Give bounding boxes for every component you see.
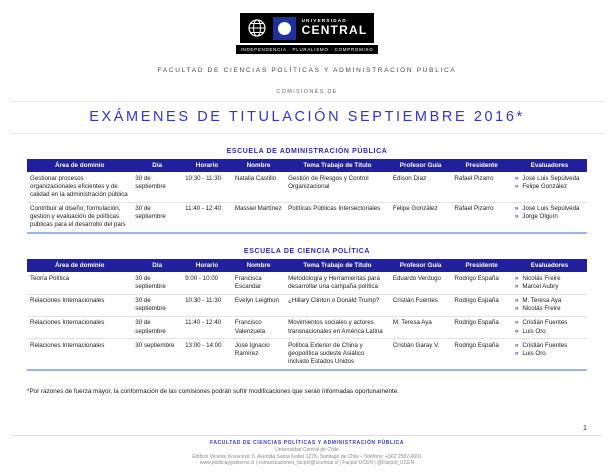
table-row	[27, 294, 587, 316]
cell-area: Relaciones Internacionales	[27, 339, 132, 370]
table-row	[27, 272, 587, 294]
evaluator-bullet-icon: »	[514, 305, 519, 313]
column-header-area: Área de dominio	[27, 159, 132, 172]
evaluator-item	[515, 183, 584, 191]
logo-central-text: CENTRAL	[301, 22, 368, 37]
evaluator-item	[515, 205, 584, 213]
evaluator-name: Cristián Fuentes	[522, 319, 568, 327]
cell-tema: Gestión de Riesgos y Control Organizacional	[288, 174, 369, 190]
cell-horario: 11:40 - 12:40	[182, 202, 232, 233]
cell-horario: 10:30 - 11:30	[182, 294, 232, 316]
table-header-row	[27, 259, 587, 272]
title-rule-block	[10, 101, 604, 134]
table-row	[27, 202, 587, 233]
evaluator-item	[515, 275, 584, 283]
cell-profesor: Eduardo Verdugo	[392, 274, 441, 282]
cell-area: Teoría Política	[30, 274, 70, 282]
column-header-dia: Día	[132, 259, 182, 272]
evaluator-item	[515, 297, 584, 305]
cell-evaluadores	[512, 272, 587, 294]
table-row	[27, 339, 587, 370]
logo-wordmark	[302, 19, 368, 37]
cell-presidente: Rodrigo España	[451, 316, 511, 338]
evaluator-bullet-icon: »	[514, 274, 519, 282]
cell-evaluadores	[512, 294, 587, 316]
footer-address: Edificio Vicente Kovacevic II. Avenida Santa Isabel 1278, Santiago de Chile • Teléfono: +562 2582-6601	[192, 453, 422, 460]
evaluator-item	[515, 342, 584, 350]
footer-university: Universidad Central de Chile	[275, 446, 339, 453]
cell-horario: 9:00 - 10:00	[185, 274, 219, 282]
evaluator-bullet-icon: »	[514, 327, 519, 335]
section-title-administracion-publica: ESCUELA DE ADMINISTRACIÓN PÚBLICA	[226, 148, 388, 155]
table-header-row	[27, 159, 587, 172]
evaluator-item	[515, 283, 584, 291]
cell-presidente: Rodrigo España	[451, 294, 511, 316]
cell-nombre: Evelyn Leigthon	[232, 294, 285, 316]
evaluator-bullet-icon: »	[514, 341, 519, 349]
evaluator-name: Cristián Fuentes	[522, 341, 568, 349]
schedule-table-administracion-publica	[27, 159, 587, 234]
cell-horario: 11:40 - 12:40	[182, 316, 232, 338]
evaluator-bullet-icon: »	[514, 349, 519, 357]
evaluator-bullet-icon: »	[514, 282, 519, 290]
cell-area: Gestionar procesos organizacionales eficientes y de calidad en la administración pública	[30, 174, 128, 198]
evaluator-name: Luis Oro	[522, 349, 546, 357]
evaluator-name: Nicolás Freire	[522, 305, 561, 313]
cell-dia: 30 de septiembre	[135, 274, 166, 290]
footer	[0, 440, 614, 467]
evaluator-item	[515, 305, 584, 313]
cell-area: Contribuir al diseño, formulación, gestión y evaluación de políticas públicas para el desarrollo del país	[27, 202, 132, 233]
schedule-table-ciencia-politica	[27, 259, 587, 371]
cell-nombre: Francisco Valenzuela	[232, 316, 285, 338]
logo-box	[240, 13, 375, 43]
cell-dia: 30 de septiembre	[132, 294, 182, 316]
column-header-nombre: Nombre	[232, 159, 285, 172]
cell-area: Relaciones Internacionales	[27, 316, 132, 338]
cell-presidente: Rafael Pizarro	[451, 202, 511, 233]
cell-tema: Política Exterior de China y geopolítica sudeste Asiático incluido Estados Unidos	[285, 339, 390, 370]
table-row	[27, 172, 587, 202]
evaluator-item	[515, 328, 584, 336]
table-row	[27, 316, 587, 338]
column-header-area: Área de dominio	[27, 259, 132, 272]
cell-profesor: Cristián Garay V.	[390, 339, 452, 370]
evaluator-item	[515, 175, 584, 183]
evaluator-name: Nicolás Freire	[522, 274, 561, 282]
cell-profesor: Cristián Fuentes	[390, 294, 452, 316]
section-title-ciencia-politica: ESCUELA DE CIENCIA POLÍTICA	[243, 248, 371, 256]
cell-evaluadores	[512, 172, 587, 202]
column-header-horario: Horario	[182, 259, 232, 272]
evaluator-name: M. Teresa Aya	[522, 297, 562, 304]
logo-circle-icon	[278, 22, 291, 35]
footer-divider	[12, 435, 602, 436]
cell-tema: ¿Hillary Clinton o Donald Trump?	[285, 294, 390, 316]
cell-dia: 30 de septiembre	[135, 174, 166, 190]
cell-nombre: Francisca Escandar	[234, 274, 262, 290]
evaluator-bullet-icon: »	[514, 213, 519, 221]
column-header-horario: Horario	[182, 159, 232, 172]
cell-presidente: Rodrigo España	[454, 274, 499, 282]
column-header-evaluadores: Evaluadores	[512, 259, 587, 272]
column-header-profesor: Profesor Guía	[390, 259, 452, 272]
evaluator-bullet-icon: »	[514, 297, 519, 304]
cell-dia: 30 septiembre	[132, 339, 182, 370]
cell-profesor: M. Teresa Aya	[390, 316, 452, 338]
evaluator-name: Jorge Olguín	[522, 213, 558, 221]
footnote: *Por razones de fuerza mayor, la conformación de las comisiones podrán sufrir modificaciones que serán informadas oportunamente.	[27, 387, 400, 395]
page-number: 1	[582, 423, 587, 432]
column-header-tema: Tema Trabajo de Título	[285, 259, 390, 272]
evaluator-name: Marcel Aubry	[522, 282, 559, 290]
cell-profesor: Edison Díaz	[392, 174, 427, 182]
globe-icon	[247, 18, 267, 38]
cell-area: Relaciones Internacionales	[27, 294, 132, 316]
cell-dia: 30 de septiembre	[132, 202, 182, 233]
cell-nombre: Massiel Martínez	[232, 202, 285, 233]
cell-evaluadores	[512, 202, 587, 233]
logo-universidad-text: UNIVERSIDAD	[301, 17, 347, 23]
footer-contact: www.politicaygobierno.cl | comunicaciones_facpol@ucentral.cl | Facpol UCEN | @Facpol_UCEN	[199, 460, 415, 467]
cell-presidente: Rafael Pizarro	[454, 174, 494, 182]
university-logo	[0, 0, 614, 54]
faculty-name: FACULTAD DE CIENCIAS POLÍTICAS Y ADMINISTRACIÓN PÚBLICA	[157, 67, 457, 74]
page-title: EXÁMENES DE TITULACIÓN SEPTIEMBRE 2016*	[89, 109, 525, 125]
cell-horario: 10:30 - 11:30	[185, 174, 222, 182]
cell-nombre: Natalia Castillo	[234, 174, 277, 182]
evaluator-name: Luis Oro	[522, 327, 546, 335]
evaluator-item	[515, 213, 584, 221]
kicker-text: COMISIONES DE	[276, 89, 338, 95]
logo-tagline: INDEPENDENCIA · PLURALISMO · COMPROMISO	[236, 45, 379, 54]
column-header-presidente: Presidente	[451, 159, 511, 172]
column-header-dia: Día	[132, 159, 182, 172]
footer-faculty: FACULTAD DE CIENCIAS POLÍTICAS Y ADMINISTRACIÓN PÚBLICA	[209, 440, 405, 446]
evaluator-bullet-icon: »	[514, 174, 519, 182]
evaluator-name: José Luis Sepúlveda	[522, 205, 580, 213]
cell-tema: Políticas Públicas Intersectoriales	[285, 202, 390, 233]
column-header-profesor: Profesor Guía	[390, 159, 452, 172]
evaluator-bullet-icon: »	[514, 319, 519, 327]
cell-evaluadores	[512, 339, 587, 370]
column-header-tema: Tema Trabajo de Título	[285, 159, 390, 172]
evaluator-bullet-icon: »	[514, 182, 519, 190]
logo-mark-square	[273, 17, 296, 40]
cell-evaluadores	[512, 316, 587, 338]
cell-nombre: José Ignacio Ramírez	[232, 339, 285, 370]
cell-horario: 13:00 - 14:00	[182, 339, 232, 370]
cell-tema: Metodología y Herramientas para desarrollar una campaña política	[288, 274, 380, 290]
evaluator-bullet-icon: »	[514, 205, 519, 213]
evaluator-item	[515, 350, 584, 358]
cell-profesor: Felipe González	[390, 202, 452, 233]
column-header-nombre: Nombre	[232, 259, 285, 272]
evaluator-name: José Luis Sepúlveda	[522, 174, 580, 182]
column-header-presidente: Presidente	[451, 259, 511, 272]
cell-dia: 30 de septiembre	[132, 316, 182, 338]
cell-presidente: Rodrigo España	[451, 339, 511, 370]
evaluator-item	[515, 319, 584, 327]
column-header-evaluadores: Evaluadores	[512, 159, 587, 172]
cell-tema: Movimientos sociales y actores transnacionales en América Latina	[285, 316, 390, 338]
evaluator-name: Felipe González	[522, 182, 568, 190]
